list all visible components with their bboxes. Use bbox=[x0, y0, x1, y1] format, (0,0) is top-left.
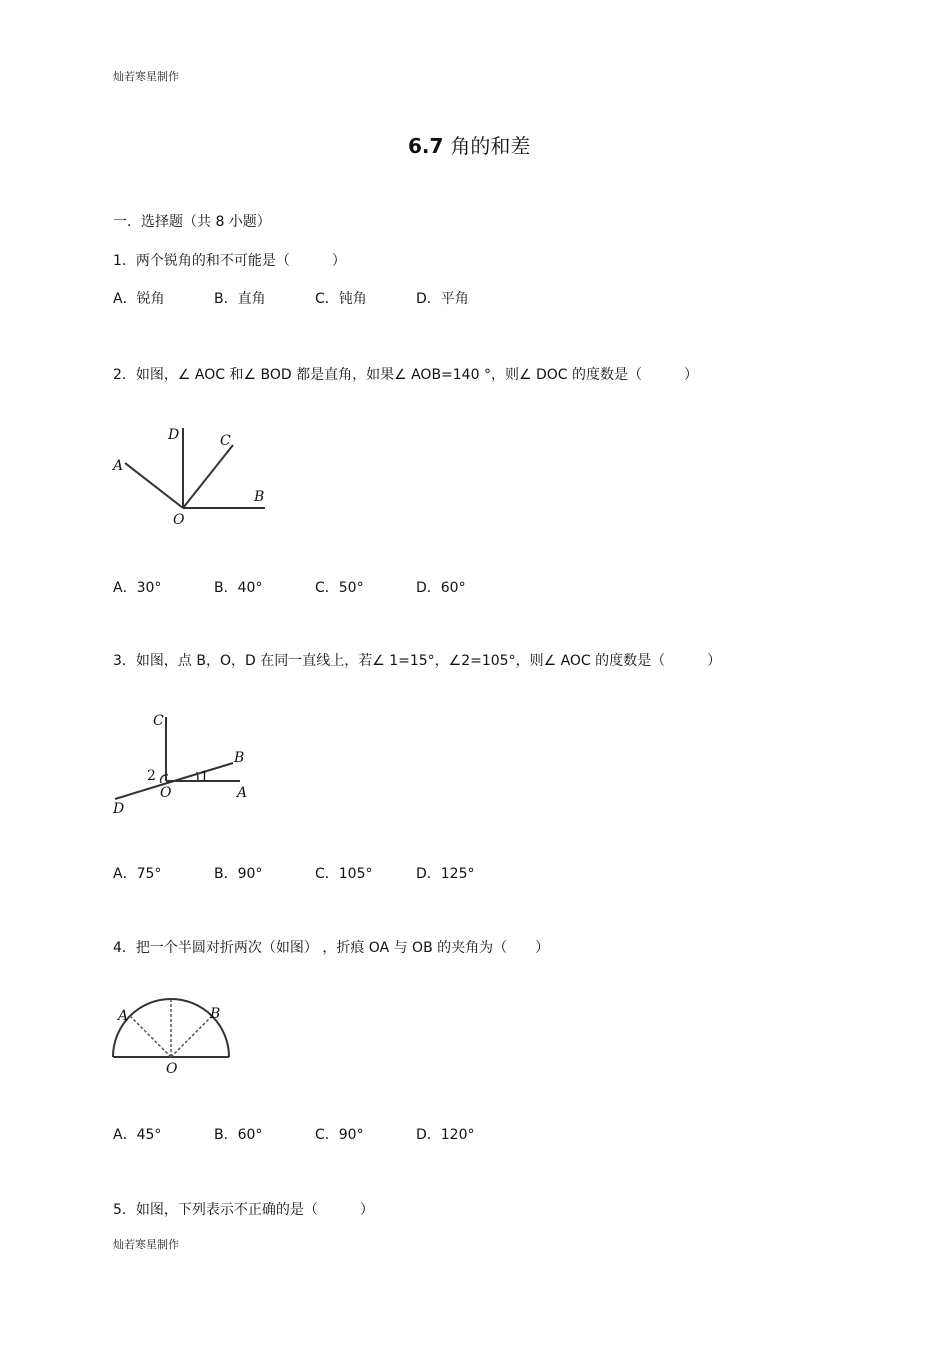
label-angle-1: 1 bbox=[200, 769, 209, 785]
label-a: A bbox=[118, 1008, 129, 1024]
label-d: D bbox=[168, 427, 180, 443]
question-5-stem: 5．如图，下列表示不正确的是（ ） bbox=[113, 1202, 374, 1218]
label-o: O bbox=[166, 1061, 178, 1077]
page-title bbox=[408, 130, 530, 159]
ray-oc bbox=[183, 445, 233, 508]
question-1-options bbox=[113, 288, 469, 308]
label-a: A bbox=[237, 785, 248, 801]
question-4-figure bbox=[105, 995, 235, 1080]
label-b: B bbox=[210, 1006, 221, 1022]
question-3-figure bbox=[105, 705, 265, 820]
option-b: B．40° bbox=[214, 580, 263, 596]
section-heading: 一．选择题（共 8 小题） bbox=[113, 214, 271, 230]
option-d: D．60° bbox=[416, 580, 466, 596]
label-c: C bbox=[220, 433, 231, 449]
option-a: A．75° bbox=[113, 866, 162, 882]
option-d: D．120° bbox=[416, 1127, 475, 1143]
label-o: O bbox=[173, 512, 185, 528]
question-4-stem: 4．把一个半圆对折两次（如图） ，折痕 OA 与 OB 的夹角为（ ） bbox=[113, 940, 550, 956]
page-footer: 灿若寒星制作 bbox=[113, 1238, 179, 1251]
option-c: C．105° bbox=[315, 866, 373, 882]
title-number: 6.7 bbox=[408, 134, 444, 158]
label-b: B bbox=[234, 750, 245, 766]
option-a: A．45° bbox=[113, 1127, 162, 1143]
option-c: C．50° bbox=[315, 580, 364, 596]
option-d: D．125° bbox=[416, 866, 475, 882]
question-3-stem: 3．如图，点 B，O，D 在同一直线上，若∠ 1=15°，∠2=105°，则∠ AOC 的度数是（ ） bbox=[113, 653, 722, 669]
label-b: B bbox=[254, 489, 265, 505]
option-d: D．平角 bbox=[416, 291, 469, 307]
question-2-options bbox=[113, 577, 466, 597]
label-c: C bbox=[153, 713, 164, 729]
page-header: 灿若寒星制作 bbox=[113, 70, 179, 83]
fold-oa bbox=[130, 1016, 171, 1057]
label-d: D bbox=[113, 801, 125, 817]
question-2-figure bbox=[105, 420, 275, 530]
option-b: B．直角 bbox=[214, 291, 266, 307]
option-c: C．钝角 bbox=[315, 291, 367, 307]
option-b: B．90° bbox=[214, 866, 263, 882]
question-3-options bbox=[113, 863, 475, 883]
label-o: O bbox=[160, 785, 172, 801]
title-text: 角的和差 bbox=[450, 134, 531, 158]
fold-ob bbox=[171, 1016, 212, 1057]
label-a: A bbox=[113, 458, 124, 474]
option-a: A．锐角 bbox=[113, 291, 165, 307]
question-1-stem: 1．两个锐角的和不可能是（ ） bbox=[113, 253, 346, 269]
option-c: C．90° bbox=[315, 1127, 364, 1143]
ray-oa bbox=[125, 463, 183, 508]
label-angle-2: 2 bbox=[147, 768, 156, 784]
question-4-options bbox=[113, 1124, 475, 1144]
arc-angle-1 bbox=[197, 772, 198, 781]
question-2-stem: 2．如图，∠ AOC 和∠ BOD 都是直角，如果∠ AOB=140 °，则∠ DOC 的度数是（ ） bbox=[113, 367, 698, 383]
option-b: B．60° bbox=[214, 1127, 263, 1143]
option-a: A．30° bbox=[113, 580, 162, 596]
